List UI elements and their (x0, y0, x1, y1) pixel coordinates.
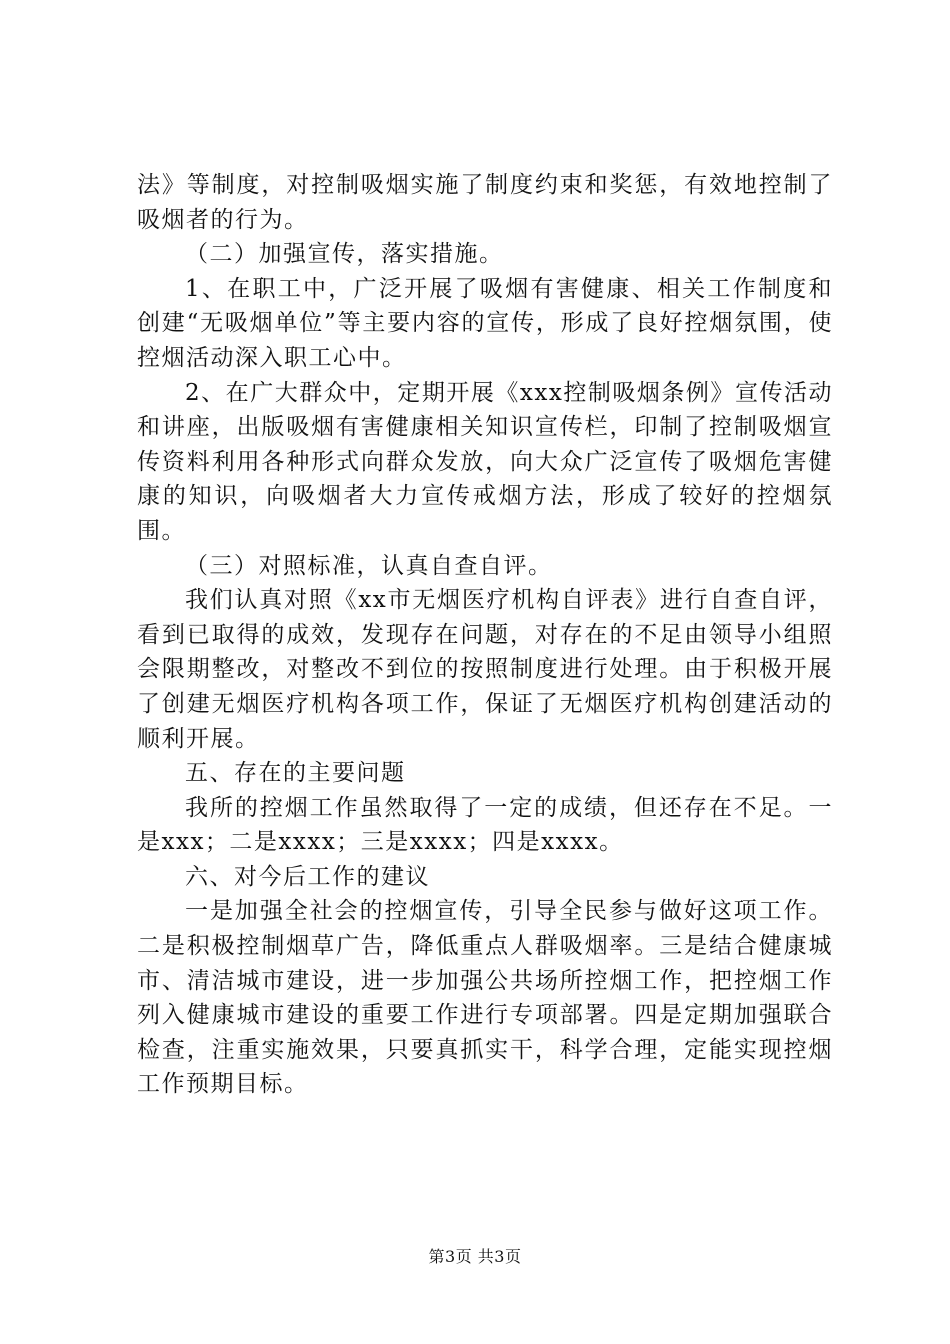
section-heading: （二）加强宣传，落实措施。 (185, 241, 504, 268)
section-heading: （三）对照标准，认真自查自评。 (185, 552, 553, 579)
paragraph: 我所的控烟工作虽然取得了一定的成绩，但还存在不足。一是xxx；二是xxxx；三是xxxx；四是xxxx。 (137, 794, 833, 856)
document-body (137, 168, 833, 1102)
paragraph: 一是加强全社会的控烟宣传，引导全民参与做好这项工作。二是积极控制烟草广告，降低重点人群吸烟率。三是结合健康城市、清洁城市建设，进一步加强公共场所控烟工作，把控烟工作列入健康城市建设的重要工作进行专项部署。四是定期加强联合检查，注重实施效果，只要真抓实干，科学合理，定能实现控烟工作预期目标。 (137, 898, 833, 1098)
section-heading: 五、存在的主要问题 (185, 760, 406, 787)
page-number-label: 第3页 共3页 (428, 1247, 522, 1266)
paragraph: 法》等制度，对控制吸烟实施了制度约束和奖惩，有效地控制了吸烟者的行为。 (137, 172, 833, 233)
paragraph: 我们认真对照《xx市无烟医疗机构自评表》进行自查自评，看到已取得的成效，发现存在问题，对存在的不足由领导小组照会限期整改，对整改不到位的按照制度进行处理。由于积极开展了创建无烟医疗机构各项工作，保证了无烟医疗机构创建活动的顺利开展。 (137, 587, 833, 752)
page-footer (0, 1244, 950, 1267)
paragraph: 1、在职工中，广泛开展了吸烟有害健康、相关工作制度和创建“无吸烟单位”等主要内容的宣传，形成了良好控烟氛围，使控烟活动深入职工心中。 (137, 275, 833, 371)
paragraph: 2、在广大群众中，定期开展《xxx控制吸烟条例》宣传活动和讲座，出版吸烟有害健康相关知识宣传栏，印制了控制吸烟宣传资料利用各种形式向群众发放，向大众广泛宣传了吸烟危害健康的知识，向吸烟者大力宣传戒烟方法，形成了较好的控烟氛围。 (137, 379, 833, 544)
section-heading: 六、对今后工作的建议 (185, 863, 430, 890)
